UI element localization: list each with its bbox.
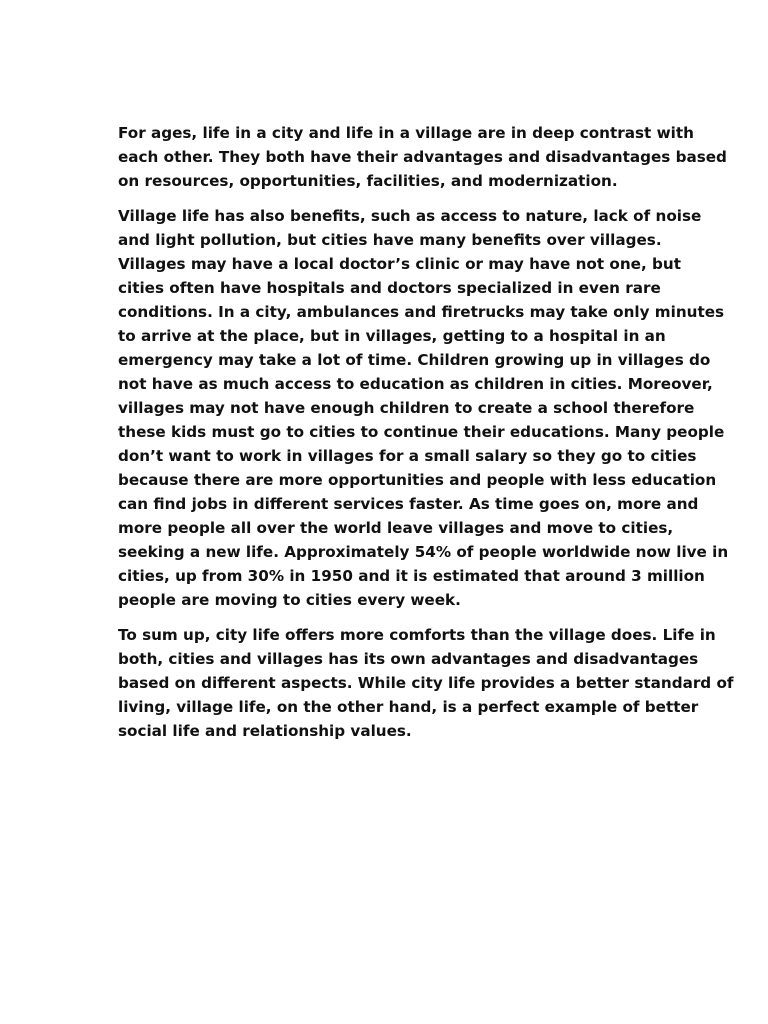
text-line: For ages, life in a city and life in a village are in deep contrast with <box>118 124 694 142</box>
text-line: villages may not have enough children to create a school therefore <box>118 399 695 417</box>
paragraph-body <box>118 204 729 612</box>
text-line: cities, up from 30% in 1950 and it is estimated that around 3 million <box>118 567 705 585</box>
text-line: social life and relationship values. <box>118 722 412 740</box>
text-line: don’t want to work in villages for a small salary so they go to cities <box>118 447 697 465</box>
text-line: living, village life, on the other hand, is a perfect example of better <box>118 698 699 716</box>
text-line: to arrive at the place, but in villages, getting to a hospital in an <box>118 327 666 345</box>
text-line: seeking a new life. Approximately 54% of people worldwide now live in <box>118 543 729 561</box>
text-line: not have as much access to education as children in cities. Moreover, <box>118 375 713 393</box>
text-line: emergency may take a lot of time. Children growing up in villages do <box>118 351 711 369</box>
text-line: people are moving to cities every week. <box>118 591 461 609</box>
text-line: can find jobs in different services faster. As time goes on, more and <box>118 495 699 513</box>
paragraph-conclusion <box>118 623 734 743</box>
essay-body <box>118 121 734 754</box>
paragraph-intro <box>118 121 727 193</box>
text-line: Village life has also benefits, such as access to nature, lack of noise <box>118 207 702 225</box>
text-line: Villages may have a local doctor’s clinic or may have not one, but <box>118 255 681 273</box>
text-line: conditions. In a city, ambulances and firetrucks may take only minutes <box>118 303 725 321</box>
text-line: more people all over the world leave villages and move to cities, <box>118 519 674 537</box>
text-line: both, cities and villages has its own advantages and disadvantages <box>118 650 699 668</box>
text-line: and light pollution, but cities have many benefits over villages. <box>118 231 662 249</box>
text-line: these kids must go to cities to continue their educations. Many people <box>118 423 725 441</box>
text-line: based on different aspects. While city life provides a better standard of <box>118 674 734 692</box>
text-line: because there are more opportunities and people with less education <box>118 471 717 489</box>
text-line: cities often have hospitals and doctors specialized in even rare <box>118 279 661 297</box>
text-line: each other. They both have their advantages and disadvantages based <box>118 148 727 166</box>
text-line: To sum up, city life offers more comforts than the village does. Life in <box>118 626 716 644</box>
text-line: on resources, opportunities, facilities, and modernization. <box>118 172 618 190</box>
